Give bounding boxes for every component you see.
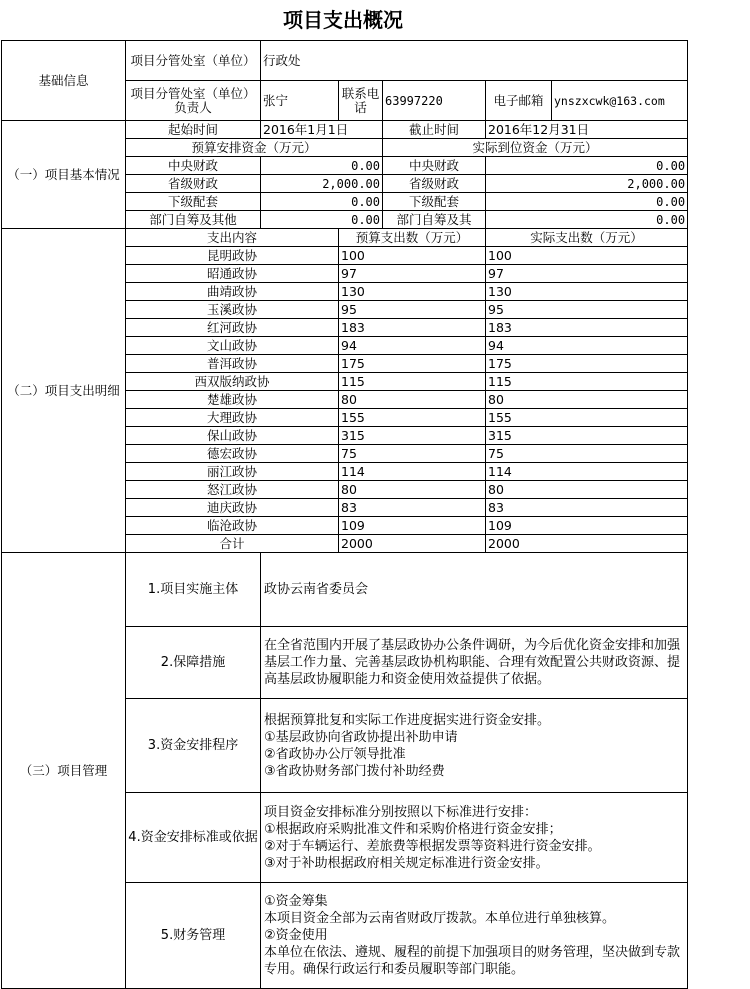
fund-actual-value: 2,000.00 xyxy=(486,175,688,193)
expense-actual: 80 xyxy=(486,391,688,409)
expense-budget: 315 xyxy=(339,427,486,445)
col-content-header: 支出内容 xyxy=(126,229,339,247)
expense-actual: 109 xyxy=(486,517,688,535)
expense-actual: 155 xyxy=(486,409,688,427)
expense-budget: 75 xyxy=(339,445,486,463)
fund-budget-label: 部门自筹及其他 xyxy=(126,211,261,229)
management-item-line: ①资金筹集 xyxy=(264,894,328,909)
expense-name: 怒江政协 xyxy=(126,481,339,499)
section2-header-row xyxy=(2,229,688,247)
expense-actual: 183 xyxy=(486,319,688,337)
expense-budget: 115 xyxy=(339,373,486,391)
expense-budget: 95 xyxy=(339,301,486,319)
total-label: 合计 xyxy=(126,535,339,553)
expense-name: 保山政协 xyxy=(126,427,339,445)
expense-budget: 130 xyxy=(339,283,486,301)
dept-value: 行政处 xyxy=(261,41,688,81)
col-actual-header: 实际支出数（万元） xyxy=(486,229,688,247)
expense-name: 楚雄政协 xyxy=(126,391,339,409)
budget-header: 预算安排资金（万元） xyxy=(126,139,383,157)
basic-section-label: 基础信息 xyxy=(2,41,126,121)
start-value: 2016年1月1日 xyxy=(261,121,383,139)
management-row xyxy=(2,553,688,627)
expense-name: 曲靖政协 xyxy=(126,283,339,301)
management-item-label: 2.保障措施 xyxy=(126,627,261,699)
expense-actual: 80 xyxy=(486,481,688,499)
management-item-label: 3.资金安排程序 xyxy=(126,699,261,793)
expense-name: 普洱政协 xyxy=(126,355,339,373)
expense-name: 迪庆政协 xyxy=(126,499,339,517)
expense-name: 大理政协 xyxy=(126,409,339,427)
management-item-content xyxy=(261,793,688,883)
fund-budget-label: 省级财政 xyxy=(126,175,261,193)
project-table xyxy=(1,40,688,989)
fund-actual-label: 下级配套 xyxy=(383,193,486,211)
expense-budget: 100 xyxy=(339,247,486,265)
expense-actual: 175 xyxy=(486,355,688,373)
expense-name: 昭通政协 xyxy=(126,265,339,283)
expense-budget: 114 xyxy=(339,463,486,481)
expense-budget: 94 xyxy=(339,337,486,355)
management-item-line: ②省政协办公厅领导批准 xyxy=(264,746,406,762)
expense-budget: 109 xyxy=(339,517,486,535)
col-budget-header: 预算支出数（万元） xyxy=(339,229,486,247)
expense-budget: 175 xyxy=(339,355,486,373)
section1-label: （一）项目基本情况 xyxy=(2,121,126,229)
expense-actual: 315 xyxy=(486,427,688,445)
person-value: 张宁 xyxy=(261,81,339,121)
fund-actual-label: 部门自筹及其 xyxy=(383,211,486,229)
management-item-content xyxy=(261,627,688,699)
fund-budget-label: 中央财政 xyxy=(126,157,261,175)
expense-budget: 80 xyxy=(339,481,486,499)
expense-budget: 83 xyxy=(339,499,486,517)
fund-budget-value: 0.00 xyxy=(261,193,383,211)
management-item-line: ①基层政协向省政协提出补助申请 xyxy=(264,729,458,745)
management-item-line: 政协云南省委员会 xyxy=(264,582,369,597)
fund-budget-value: 0.00 xyxy=(261,211,383,229)
expense-actual: 75 xyxy=(486,445,688,463)
basic-row-dept xyxy=(2,41,688,81)
expense-name: 德宏政协 xyxy=(126,445,339,463)
expense-actual: 115 xyxy=(486,373,688,391)
fund-actual-label: 省级财政 xyxy=(383,175,486,193)
expense-actual: 130 xyxy=(486,283,688,301)
management-item-line: ②对于车辆运行、差旅费等根据发票等资料进行资金安排。 xyxy=(264,838,601,854)
expense-name: 西双版纳政协 xyxy=(126,373,339,391)
dept-label: 项目分管处室（单位） xyxy=(126,41,261,81)
page-title: 项目支出概况 xyxy=(283,8,403,32)
expense-budget: 183 xyxy=(339,319,486,337)
expense-actual: 95 xyxy=(486,301,688,319)
management-item-content xyxy=(261,699,688,793)
fund-budget-value: 0.00 xyxy=(261,157,383,175)
management-item-label: 5.财务管理 xyxy=(126,883,261,989)
expense-budget: 155 xyxy=(339,409,486,427)
phone-value: 63997220 xyxy=(383,81,486,121)
management-item-line: 在全省范围内开展了基层政协办公条件调研，为今后优化资金安排和加强基层工作力量、完善基层政协机构职能、合理有效配置公共财政资源、提高基层政协履职能力和资金使用效益提供了依据。 xyxy=(264,638,681,687)
management-item-line: ②资金使用 xyxy=(264,928,328,943)
management-item-line: ③省政协财务部门拨付补助经费 xyxy=(264,763,445,779)
expense-name: 文山政协 xyxy=(126,337,339,355)
section3-label: （三）项目管理 xyxy=(2,553,126,989)
management-item-line: 项目资金安排标准分别按照以下标准进行安排： xyxy=(264,804,538,820)
end-value: 2016年12月31日 xyxy=(486,121,688,139)
management-item-line: ③对于补助根据政府相关规定标准进行资金安排。 xyxy=(264,855,549,871)
expense-budget: 80 xyxy=(339,391,486,409)
expense-name: 玉溪政协 xyxy=(126,301,339,319)
management-item-label: 1.项目实施主体 xyxy=(126,553,261,627)
fund-actual-value: 0.00 xyxy=(486,193,688,211)
expense-actual: 94 xyxy=(486,337,688,355)
management-item-line: ①根据政府采购批准文件和采购价格进行资金安排； xyxy=(264,821,562,837)
management-item-line: 本单位在依法、遵规、履程的前提下加强项目的财务管理，坚决做到专款专用。确保行政运行和委员履职等部门职能。 xyxy=(264,945,681,977)
phone-label: 联系电话 xyxy=(339,81,383,121)
start-label: 起始时间 xyxy=(126,121,261,139)
email-value: ynszxcwk@163.com xyxy=(552,81,688,121)
total-budget: 2000 xyxy=(339,535,486,553)
email-label: 电子邮箱 xyxy=(486,81,552,121)
fund-actual-label: 中央财政 xyxy=(383,157,486,175)
total-actual: 2000 xyxy=(486,535,688,553)
management-item-content xyxy=(261,553,688,627)
section1-date-row xyxy=(2,121,688,139)
expense-actual: 100 xyxy=(486,247,688,265)
end-label: 截止时间 xyxy=(383,121,486,139)
fund-actual-value: 0.00 xyxy=(486,211,688,229)
management-item-line: 根据预算批复和实际工作进度据实进行资金安排。 xyxy=(264,712,551,728)
expense-actual: 97 xyxy=(486,265,688,283)
expense-actual: 83 xyxy=(486,499,688,517)
expense-name: 昆明政协 xyxy=(126,247,339,265)
expense-budget: 97 xyxy=(339,265,486,283)
expense-actual: 114 xyxy=(486,463,688,481)
management-item-label: 4.资金安排标准或依据 xyxy=(126,793,261,883)
fund-budget-label: 下级配套 xyxy=(126,193,261,211)
expense-name: 临沧政协 xyxy=(126,517,339,535)
management-item-content xyxy=(261,883,688,989)
person-label: 项目分管处室（单位）负责人 xyxy=(126,81,261,121)
fund-actual-value: 0.00 xyxy=(486,157,688,175)
actual-header: 实际到位资金（万元） xyxy=(383,139,688,157)
expense-name: 丽江政协 xyxy=(126,463,339,481)
fund-budget-value: 2,000.00 xyxy=(261,175,383,193)
expense-name: 红河政协 xyxy=(126,319,339,337)
section2-label: （二）项目支出明细 xyxy=(2,229,126,553)
management-item-line: 本项目资金全部为云南省财政厅拨款。本单位进行单独核算。 xyxy=(264,911,616,926)
